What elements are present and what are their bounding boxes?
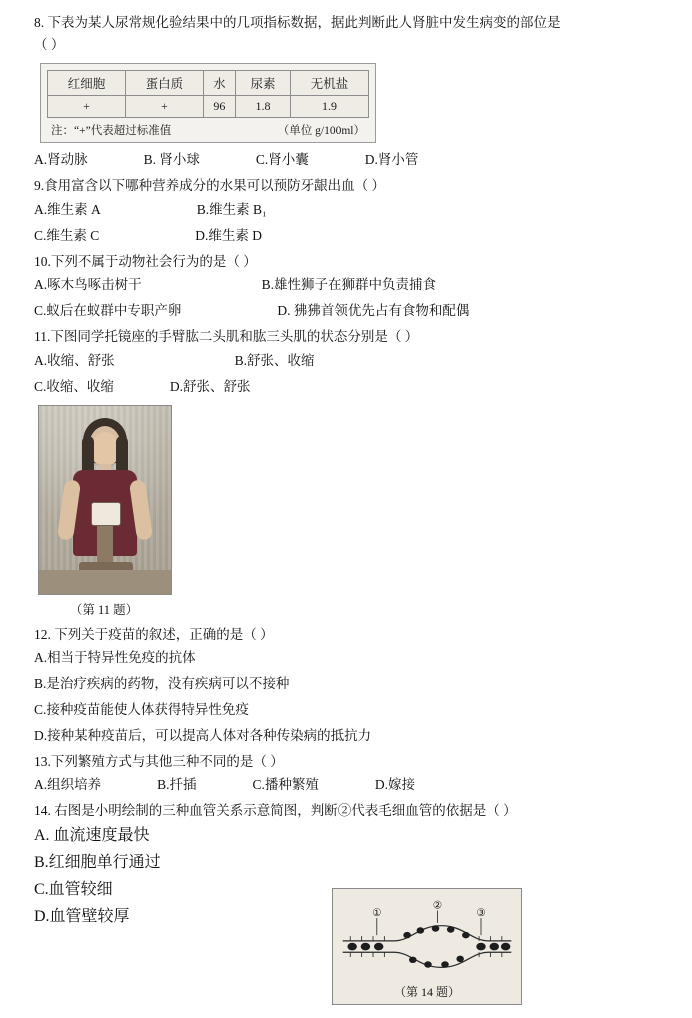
option-c[interactable]: C.收缩、收缩 <box>34 378 114 394</box>
option-d[interactable]: D.嫁接 <box>374 777 416 793</box>
option-b[interactable]: B. 肾小球 <box>143 152 200 168</box>
option-c[interactable]: C.播种繁殖 <box>252 777 319 793</box>
option-d[interactable]: D.接种某种疫苗后，可以提高人体对各种传染病的抵抗力 <box>34 727 372 743</box>
option-b[interactable]: B.维生素 B₁ <box>196 201 267 217</box>
option-c[interactable]: C.血管较细 <box>34 881 113 898</box>
question-14-figure <box>332 888 522 1005</box>
table-cell: 1.9 <box>291 96 369 118</box>
question-11-figure <box>38 405 170 618</box>
table-header-cell: 蛋白质 <box>125 71 203 96</box>
page-content <box>34 12 658 930</box>
question-8-stem-cont: （ ） <box>34 36 65 52</box>
student-mirror-photo <box>38 405 172 595</box>
question-9-options-row2 <box>34 225 658 248</box>
option-b[interactable]: B.舒张、收缩 <box>234 352 315 368</box>
figure-caption-11: （第 11 题） <box>69 602 139 617</box>
question-14-stem: 14. 右图是小明绘制的三种血管关系示意简图，判断②代表毛细血管的依据是（ ） <box>34 803 517 819</box>
question-13-options <box>34 774 658 797</box>
option-b[interactable]: B.是治疗疾病的药物，没有疾病可以不接种 <box>34 676 290 692</box>
question-10-stem: 10.下列不属于动物社会行为的是（ ） <box>34 253 257 269</box>
label-1: ① <box>372 908 382 920</box>
table-note-left: 注：“+”代表超过标准值 <box>51 125 172 138</box>
question-11-stem: 11.下图同学托镜座的手臂肱二头肌和肱三头肌的状态分别是（ ） <box>34 329 419 345</box>
question-10-options-row2 <box>34 300 658 323</box>
option-a[interactable]: A. 血流速度最快 <box>34 827 150 844</box>
table-cell: 96 <box>203 96 235 118</box>
table-surface-shape <box>39 570 171 595</box>
table-cell: 1.8 <box>235 96 290 118</box>
table-header-cell: 尿素 <box>235 71 290 96</box>
table-note-unit: （单位 g/100ml） <box>277 125 365 138</box>
option-a[interactable]: A.收缩、舒张 <box>34 352 115 368</box>
option-a[interactable]: A.组织培养 <box>34 777 102 793</box>
question-13-stem: 13.下列繁殖方式与其他三种不同的是（ ） <box>34 753 284 769</box>
label-2: ② <box>432 900 443 912</box>
table-header-cell: 水 <box>203 71 235 96</box>
question-9 <box>34 175 658 247</box>
option-d[interactable]: D.维生素 D <box>195 227 263 243</box>
urine-table-figure <box>40 63 376 143</box>
option-d[interactable]: D.血管壁较厚 <box>34 908 130 925</box>
option-a[interactable]: A.啄木鸟啄击树干 <box>34 277 142 293</box>
table-header-cell: 无机盐 <box>291 71 369 96</box>
table-cell: + <box>48 96 126 118</box>
question-9-stem: 9.食用富含以下哪种营养成分的水果可以预防牙龈出血（ ） <box>34 178 385 194</box>
question-11 <box>34 326 658 617</box>
figure-label-texts <box>372 901 486 920</box>
mirror-shape <box>91 502 121 526</box>
option-d[interactable]: D. 狒狒首领优先占有食物和配偶 <box>277 303 470 319</box>
urine-table <box>47 70 369 118</box>
question-11-options-row2 <box>34 376 658 399</box>
urine-table-note <box>47 118 369 138</box>
label-3: ③ <box>476 908 486 920</box>
option-b[interactable]: B.红细胞单行通过 <box>34 854 161 871</box>
option-b[interactable]: B.扦插 <box>157 777 197 793</box>
option-c[interactable]: C.维生素 C <box>34 227 100 243</box>
table-header-cell: 红细胞 <box>48 71 126 96</box>
option-d[interactable]: D.肾小管 <box>364 152 419 168</box>
question-9-options-row1 <box>34 199 658 222</box>
question-10-options-row1 <box>34 274 658 297</box>
label-leader-lines <box>377 911 481 936</box>
option-a[interactable]: A.维生素 A <box>34 201 101 217</box>
question-10 <box>34 251 658 323</box>
question-8-options <box>34 149 658 172</box>
question-13 <box>34 751 658 798</box>
option-c[interactable]: C.蚁后在蚁群中专职产卵 <box>34 303 182 319</box>
table-header-row <box>48 71 369 96</box>
figure-caption-14: （第 14 题） <box>393 985 460 999</box>
vessel-upper-wall <box>343 926 512 941</box>
option-c[interactable]: C.接种疫苗能使人体获得特异性免疫 <box>34 702 249 717</box>
blood-vessel-diagram <box>337 895 517 981</box>
red-blood-cells <box>347 925 510 967</box>
option-c[interactable]: C.肾小囊 <box>255 152 309 168</box>
question-12 <box>34 624 658 748</box>
question-12-stem: 12. 下列关于疫苗的叙述，正确的是（ ） <box>34 626 274 642</box>
question-8 <box>34 12 658 172</box>
option-a[interactable]: A.肾动脉 <box>34 152 88 168</box>
question-11-options-row1 <box>34 350 658 373</box>
option-d[interactable]: D.舒张、舒张 <box>169 378 251 394</box>
table-row <box>48 96 369 118</box>
table-cell: + <box>125 96 203 118</box>
face-shape <box>91 432 119 466</box>
option-a[interactable]: A.相当于特异性免疫的抗体 <box>34 650 196 666</box>
option-b[interactable]: B.雄性狮子在狮群中负责捕食 <box>261 277 437 293</box>
question-8-stem: 8. 下表为某人尿常规化验结果中的几项指标数据，据此判断此人肾脏中发生病变的部位是 <box>34 15 561 30</box>
